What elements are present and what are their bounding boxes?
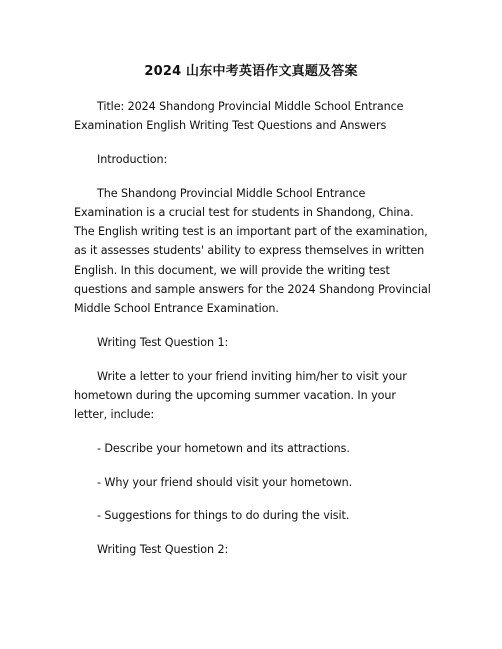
document-title: 2024 山东中考英语作文真题及答案	[144, 64, 358, 79]
paragraph-question-1-heading: Writing Test Question 1:	[97, 335, 229, 349]
bullet-item: - Suggestions for things to do during the visit.	[97, 509, 350, 523]
bullet-item: - Describe your hometown and its attractions.	[97, 441, 350, 455]
paragraph-introduction-body: The Shandong Provincial Middle School Entrance Examination is a crucial test for students in Shandong, China. The English writing test is an important part of the examination, as it assesses students' ability to express themselves in written English. In this document, we will provide the writing test questions and sample answers for the 2024 Shandong Provincial Middle School Entrance Examination.	[74, 186, 431, 316]
paragraph-question-1-prompt: Write a letter to your friend inviting him/her to visit your hometown during the upcoming summer vacation. In your letter, include:	[74, 369, 407, 422]
paragraph-question-2-heading: Writing Test Question 2:	[97, 543, 229, 557]
bullet-item: - Why your friend should visit your hometown.	[97, 475, 353, 489]
paragraph-title-line: Title: 2024 Shandong Provincial Middle School Entrance Examination English Writing Test Questions and Answers	[74, 100, 404, 133]
document-body	[74, 97, 432, 574]
paragraph-introduction-heading: Introduction:	[97, 153, 168, 166]
